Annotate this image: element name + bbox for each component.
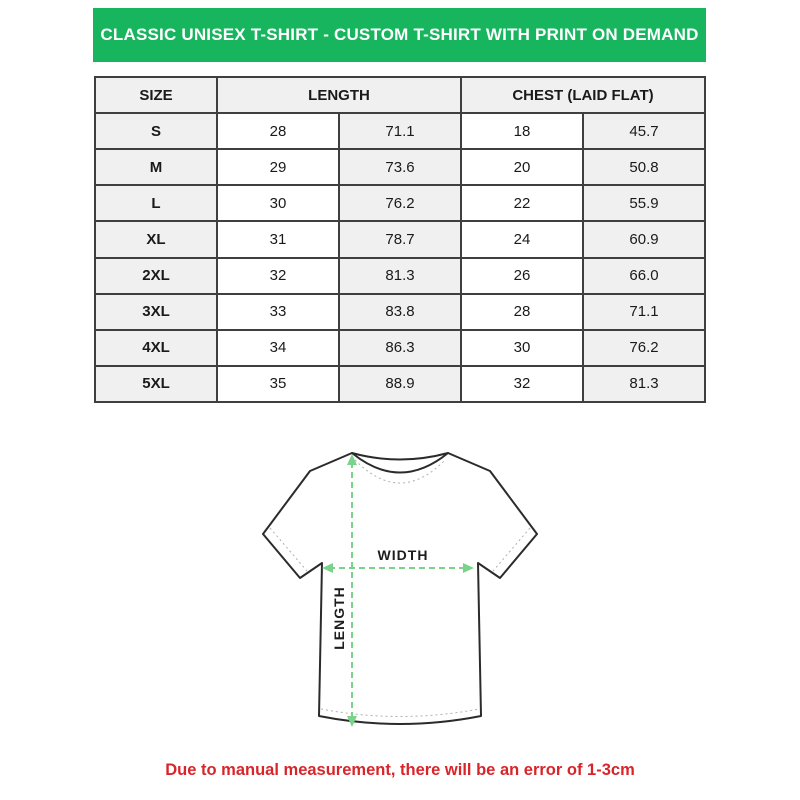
- cell-chest-cm: 76.2: [583, 330, 705, 366]
- cell-length-cm: 71.1: [339, 113, 461, 149]
- page-title: CLASSIC UNISEX T-SHIRT - CUSTOM T-SHIRT WITH PRINT ON DEMAND: [100, 25, 699, 44]
- cell-size: 2XL: [95, 258, 217, 294]
- cell-chest-cm: 45.7: [583, 113, 705, 149]
- tshirt-outline: [263, 453, 537, 724]
- cell-chest-cm: 66.0: [583, 258, 705, 294]
- table-header-row: [95, 77, 705, 113]
- cell-chest-cm: 50.8: [583, 149, 705, 185]
- header-size: SIZE: [95, 77, 217, 113]
- cell-size: 4XL: [95, 330, 217, 366]
- cell-length-in: 34: [217, 330, 339, 366]
- cell-chest-cm: 81.3: [583, 366, 705, 402]
- cell-length-in: 35: [217, 366, 339, 402]
- cell-chest-in: 26: [461, 258, 583, 294]
- cell-chest-in: 30: [461, 330, 583, 366]
- cell-size: 3XL: [95, 294, 217, 330]
- size-chart-table: [94, 76, 706, 403]
- table-row: [95, 221, 705, 257]
- cell-length-cm: 81.3: [339, 258, 461, 294]
- cell-length-in: 31: [217, 221, 339, 257]
- table-row: [95, 294, 705, 330]
- table-row: [95, 330, 705, 366]
- tshirt-diagram: [250, 440, 550, 750]
- cell-length-cm: 88.9: [339, 366, 461, 402]
- cell-length-in: 33: [217, 294, 339, 330]
- cell-chest-in: 24: [461, 221, 583, 257]
- cell-chest-in: 22: [461, 185, 583, 221]
- table-row: [95, 113, 705, 149]
- measurement-note: Due to manual measurement, there will be an error of 1-3cm: [165, 761, 635, 779]
- table-row: [95, 149, 705, 185]
- header-length: LENGTH: [217, 77, 461, 113]
- cell-length-cm: 73.6: [339, 149, 461, 185]
- banner: [93, 8, 706, 62]
- cell-size: 5XL: [95, 366, 217, 402]
- table-row: [95, 366, 705, 402]
- cell-length-cm: 78.7: [339, 221, 461, 257]
- collar-back-line: [352, 453, 448, 460]
- cell-length-cm: 76.2: [339, 185, 461, 221]
- cell-chest-cm: 55.9: [583, 185, 705, 221]
- cell-length-in: 30: [217, 185, 339, 221]
- table-row: [95, 185, 705, 221]
- width-label: WIDTH: [377, 547, 429, 563]
- cell-chest-in: 28: [461, 294, 583, 330]
- table-row: [95, 258, 705, 294]
- header-chest: CHEST (LAID FLAT): [461, 77, 705, 113]
- cell-length-cm: 86.3: [339, 330, 461, 366]
- cell-size: XL: [95, 221, 217, 257]
- cell-chest-cm: 60.9: [583, 221, 705, 257]
- cell-size: M: [95, 149, 217, 185]
- cell-length-in: 28: [217, 113, 339, 149]
- cell-chest-cm: 71.1: [583, 294, 705, 330]
- cell-chest-in: 18: [461, 113, 583, 149]
- cell-size: S: [95, 113, 217, 149]
- cell-size: L: [95, 185, 217, 221]
- cell-length-cm: 83.8: [339, 294, 461, 330]
- length-label: LENGTH: [331, 586, 347, 650]
- cell-length-in: 29: [217, 149, 339, 185]
- cell-length-in: 32: [217, 258, 339, 294]
- cell-chest-in: 20: [461, 149, 583, 185]
- cell-chest-in: 32: [461, 366, 583, 402]
